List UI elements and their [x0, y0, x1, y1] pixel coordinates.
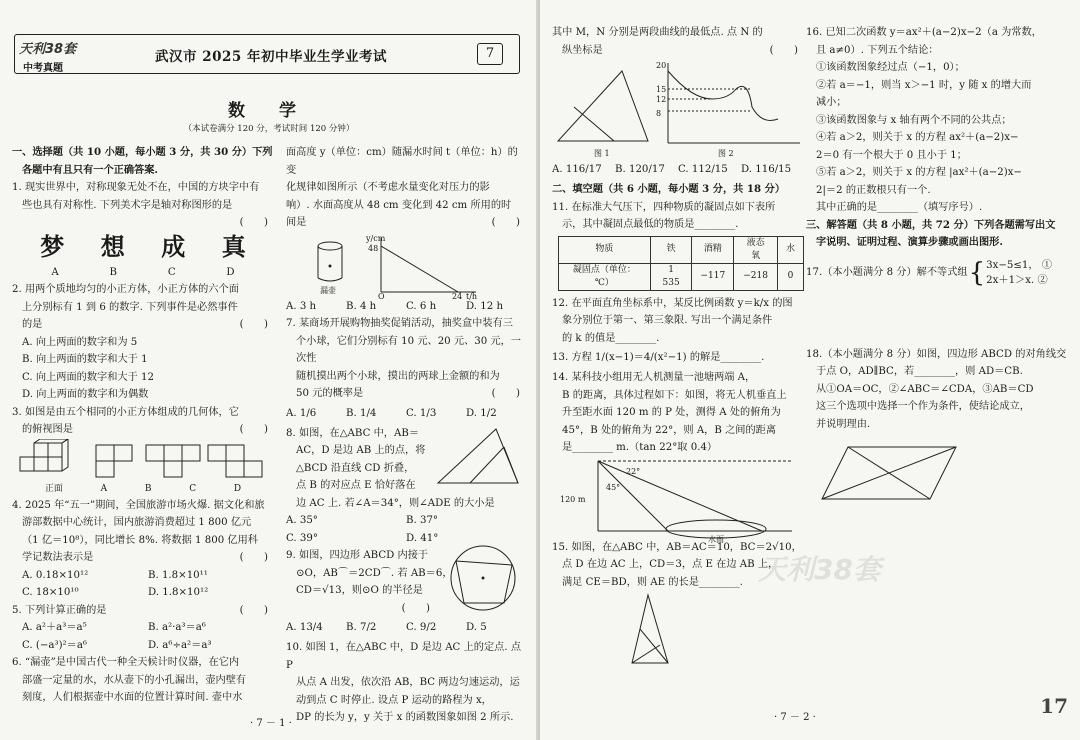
question-8: 8. 如图，在△ABC 中，AB＝	[286, 427, 420, 439]
question-10-cont4: 其中 M，N 分别是两段曲线的最低点. 点 N 的	[552, 27, 763, 38]
question-18: 18.（本小题满分 8 分）如图，四边形 ABCD 的对角线交	[806, 348, 1067, 360]
question-9-cont: ⊙O，AB⌒＝2CD⌒. 若 AB＝6，	[296, 567, 453, 579]
table-cell: −218	[734, 263, 778, 290]
watermark: 天利38套	[758, 553, 881, 586]
char-d: 真	[221, 232, 246, 261]
question-2-cont2: 的是	[22, 319, 43, 330]
option-c: C. 112/15	[678, 164, 728, 175]
statement-2-cont: 减小；	[816, 97, 847, 108]
q4-options-ab	[12, 567, 274, 585]
freezing-point-table	[558, 236, 804, 291]
option-d: D	[233, 483, 242, 494]
question-6-cont3: 面高度 y（单位：cm）随漏水时间 t（单位：h）的变	[286, 147, 518, 176]
question-4-cont3: 学记数法表示是	[22, 552, 94, 563]
page-title: 武汉市 2025 年初中毕业生学业考试	[155, 49, 387, 65]
drone-diagram	[552, 457, 804, 539]
table-cell: 1 535	[650, 263, 692, 290]
question-17	[806, 258, 1068, 288]
table-cell: −117	[692, 263, 734, 290]
table-header-row	[559, 236, 804, 263]
question-6: 6. “漏壶”是中国古代一种全天候计时仪器，在它内	[12, 657, 240, 668]
option-c: C. (−a³)²＝a⁶	[22, 639, 87, 651]
option-a: A. 3 h	[286, 300, 317, 312]
y-tick-15: 15	[656, 85, 667, 94]
question-11-cont: 示，其中凝固点最低的物质是________.	[562, 219, 739, 230]
inequality-1: 3x−5≤1，	[986, 259, 1039, 271]
answer-bracket: ( )	[239, 424, 268, 435]
question-6-cont6: 间是	[286, 217, 307, 228]
q3-figure	[12, 439, 274, 497]
figure-1-caption: 图 1	[594, 149, 610, 158]
answer-bracket: ( )	[401, 602, 430, 614]
question-16: 16. 已知二次函数 y＝ax²＋(a−2)x−2（a 为常数，	[806, 27, 1042, 38]
inequality-system	[986, 258, 1052, 288]
table-cell: 液态氧	[734, 236, 778, 263]
column-4	[806, 24, 1068, 516]
answer-bracket: ( )	[769, 44, 798, 56]
question-15: 15. 如图，在△ABC 中，AB＝AC＝10，BC＝2√10，	[552, 541, 802, 553]
inequality-1-number: ①	[1041, 259, 1053, 271]
y-tick-20: 20	[656, 61, 667, 70]
brand-logo: 天利38套	[19, 42, 77, 57]
option-a: A. a²＋a³＝a⁵	[22, 622, 87, 633]
question-14-cont2: 升至距水面 120 m 的 P 处，测得 A 处的俯角为	[562, 407, 781, 418]
q5-options-ab	[12, 619, 274, 637]
option-d: D. 41°	[406, 532, 439, 544]
section-2-title: 二、填空题（共 6 小题，每小题 3 分，共 18 分）	[552, 183, 786, 195]
question-10: 10. 如图 1，在△ABC 中，D 是边 AC 上的定点. 点 P	[286, 642, 522, 671]
question-4-cont2: （1 亿＝10⁸），同比增长 8%. 将数据 1 800 亿用科	[22, 534, 258, 546]
question-2-cont: 上分别标有 1 到 6 的数字. 下列事件是必然事件	[22, 301, 238, 313]
question-12-cont: 象分别位于第一、第三象限. 写出一个满足条件	[562, 315, 773, 326]
y-tick-8: 8	[656, 109, 662, 118]
subject-title: 数 学	[228, 101, 310, 121]
question-6-cont2: 刻度，人们根据壶中水面的位置计算时间. 壶中水	[22, 692, 243, 703]
question-8-cont4: 边 AC 上. 若∠A＝34°，则∠ADE 的大小是	[296, 497, 495, 509]
question-6-cont: 部盛一定量的水，水从壶下的小孔漏出，壶内壁有	[22, 674, 247, 686]
question-5: 5. 下列计算正确的是	[12, 604, 107, 616]
section-3-title: 三、解答题（共 8 小题，共 72 分）下列各题需写出文	[806, 218, 1056, 231]
q1-options	[12, 264, 274, 282]
column-2	[286, 144, 526, 727]
option-a: A. 向上两面的数字和为 5	[22, 336, 138, 348]
section-title-cont: 各题中有且只有一个正确答案.	[22, 163, 158, 176]
question-8-cont: AC，D 是边 AB 上的点，将	[296, 445, 426, 456]
angle-22-label: 22°	[626, 466, 641, 476]
q9-options	[286, 617, 526, 639]
option-b: B	[144, 483, 152, 494]
char-a: 梦	[40, 232, 65, 261]
option-d: D. 1/2	[466, 407, 497, 419]
question-17-text: 17.（本小题满分 8 分）解不等式组	[806, 266, 968, 278]
question-18-cont: 于点 O，AD∥BC，若________，则 AD＝CB.	[816, 366, 1023, 377]
question-11: 11. 在标准大气压下，四种物质的凝固点如下表所	[552, 201, 776, 213]
q8-options-ab	[286, 512, 526, 530]
option-a: A	[100, 483, 108, 494]
option-b: B. a²·a³＝a⁶	[148, 622, 206, 633]
figure-caption: 漏壶	[320, 285, 336, 295]
option-b: B. 120/17	[615, 164, 665, 175]
question-15-cont: 点 D 在边 AC 上，CD＝3，点 E 在边 AB 上，	[562, 559, 779, 570]
answer-bracket: ( )	[239, 217, 268, 228]
right-page	[540, 0, 1080, 740]
option-d: D. 12 h	[466, 300, 504, 312]
front-label: 正面	[44, 483, 63, 494]
section-title: 一、选择题（共 10 小题，每小题 3 分，共 30 分）下列	[12, 146, 273, 158]
question-15-cont2: 满足 CE＝BD，则 AE 的长是________.	[562, 576, 743, 588]
q15-triangle-diagram	[552, 591, 804, 667]
q14-figure	[552, 457, 804, 544]
question-7-cont: 个小球，它们分别标有 10 元、20 元、30 元，一次性	[296, 335, 522, 364]
question-9-cont2: CD＝√13，则⊙O 的半径是	[296, 585, 423, 596]
option-d: D. 5	[466, 622, 487, 633]
answer-bracket: ( )	[239, 319, 268, 330]
question-13: 13. 方程 1/(x−1)＝4/(x²−1) 的解是________.	[552, 352, 765, 363]
table-cell: 铁	[650, 236, 692, 263]
table-cell: 水	[777, 236, 803, 263]
q10-figures	[552, 59, 804, 159]
question-6-cont4: 化规律如图所示（不考虑水量变化对压力的影	[286, 182, 490, 193]
table-cell: 凝固点（单位：℃）	[559, 263, 651, 290]
badge: 中考真题	[23, 63, 63, 74]
char-c: 成	[161, 232, 186, 261]
table-cell: 酒精	[692, 236, 734, 263]
x-tick-24: 24	[452, 291, 463, 301]
option-c: C	[167, 266, 176, 278]
question-10-cont3: DP 的长为 y，y 关于 x 的函数图象如图 2 所示.	[296, 712, 514, 723]
statement-3: ③该函数图象与 x 轴有两个不同的公共点；	[816, 114, 1012, 126]
q10-options	[552, 159, 804, 181]
statement-2: ②若 a＝−1，则当 x＞−1 时，y 随 x 的增大而	[816, 79, 1032, 91]
q9-block	[286, 547, 526, 617]
question-18-cont2: 从①OA＝OC，②∠ABC＝∠CDA，③AB＝CD	[816, 383, 1034, 395]
option-a: A. 0.18×10¹²	[22, 569, 89, 581]
statement-1: ①该函数图象经过点（−1，0）；	[816, 62, 965, 73]
question-2: 2. 用两个质地均匀的小正方体，小正方体的六个面	[12, 284, 239, 295]
option-d: D. a⁶÷a²＝a³	[148, 639, 212, 651]
question-6-cont5: 响）. 水面高度从 48 cm 变化到 42 cm 所用的时	[286, 199, 512, 211]
q9-circle-diagram	[442, 543, 524, 613]
option-d: D. 1.8×10¹²	[148, 587, 209, 598]
answer-space	[806, 288, 1068, 346]
option-a: A. 13/4	[286, 622, 323, 633]
question-14-cont: B 的距离，具体过程如下：如图，将无人机垂直上	[562, 389, 787, 401]
answer-bracket: ( )	[239, 552, 268, 563]
question-9: 9. 如图，四边形 ABCD 内接于	[286, 550, 429, 561]
origin-label: O	[378, 291, 385, 301]
inequality-2: 2x＋1＞x.	[986, 274, 1035, 286]
question-10-cont: 从点 A 出发，依次沿 AB，BC 两边匀速运动，运	[296, 677, 520, 688]
option-c: C	[189, 483, 197, 494]
option-b: B. 1/4	[346, 407, 377, 419]
question-12-cont2: 的 k 的值是________.	[562, 332, 660, 344]
cube-views-diagram	[12, 439, 274, 483]
question-18-cont4: 并说明理由.	[816, 418, 871, 430]
q18-parallelogram-diagram	[806, 441, 1068, 509]
question-1: 1. 现实世界中，对称现象无处不在，中国的方块字中有	[12, 182, 260, 193]
answer-bracket: ( )	[239, 604, 268, 616]
table-cell: 物质	[559, 236, 651, 263]
question-7-cont2: 随机摸出两个小球，摸出的两球上金额的和为	[296, 370, 500, 382]
y-tick-48: 48	[368, 243, 379, 253]
option-d: D. 116/15	[741, 164, 792, 175]
question-14: 14. 某科技小组用无人机测量一池塘两端 A，	[552, 372, 756, 383]
question-8-cont2: △BCD 沿直线 CD 折叠，	[296, 462, 415, 474]
q10-diagram	[552, 59, 804, 159]
exam-note: （本试卷满分 120 分，考试时间 120 分钟）	[183, 124, 355, 134]
char-b: 想	[100, 232, 125, 261]
section-3-title-cont: 字说明、证明过程、演算步骤或画出图形.	[816, 236, 1003, 248]
footer-right: · 7 － 2 ·	[774, 712, 816, 723]
answer-bracket: ( )	[491, 388, 520, 399]
question-18-cont3: 这三个选项中选择一个作为条件，使结论成立，	[816, 401, 1030, 412]
brace-icon: {	[968, 257, 986, 288]
table-cell: 0	[777, 263, 803, 290]
angle-45-label: 45°	[606, 482, 621, 492]
statement-4: ④若 a＞2，则关于 x 的方程 ax²＋(a−2)x−	[816, 132, 1019, 143]
question-1-cont: 些也具有对称性. 下列美术字是轴对称图形的是	[22, 199, 233, 211]
q1-chars	[12, 232, 274, 264]
q8-triangle-diagram	[430, 425, 526, 487]
water-label: 水面	[708, 534, 724, 544]
question-3: 3. 如图是由五个相同的小正方体组成的几何体，它	[12, 406, 239, 418]
option-c: C. 向上两面的数字和大于 12	[22, 371, 154, 383]
question-16-cont: 且 a≠0）. 下列五个结论：	[816, 44, 939, 56]
q7-options	[286, 403, 526, 425]
option-b: B. 37°	[406, 515, 439, 526]
paper-number: 7	[477, 43, 503, 65]
question-10-cont2: 动到点 C 时停止. 设点 P 运动的路程为 x，	[296, 694, 492, 706]
option-c: C. 9/2	[406, 622, 437, 633]
option-c: C. 1/3	[406, 407, 437, 419]
q3-labels	[12, 483, 274, 495]
question-12: 12. 在平面直角坐标系中，某反比例函数 y＝k/x 的图	[552, 297, 793, 309]
question-10-cont5: 纵坐标是	[562, 44, 603, 56]
statement-4-cont: 2＝0 有一个根大于 0 且小于 1；	[816, 149, 967, 161]
question-7-cont3: 50 元的概率是	[296, 388, 364, 399]
statement-5: ⑤若 a＞2，则关于 x 的方程 |ax²＋(a−2)x−	[816, 167, 1022, 178]
q6-options	[286, 298, 526, 316]
option-b: B. 4 h	[346, 300, 377, 312]
x-axis-label: t/h	[466, 291, 478, 301]
question-14-cont3: 45°，B 处的俯角为 22°，则 A，B 之间的距离	[562, 424, 777, 436]
option-c: C. 18×10¹⁰	[22, 587, 79, 598]
option-b: B. 7/2	[346, 622, 377, 633]
option-b: B. 向上两面的数字和大于 1	[22, 354, 148, 365]
footer-left: · 7 － 1 ·	[250, 718, 292, 729]
y-tick-12: 12	[656, 95, 667, 104]
inequality-2-number: ②	[1037, 274, 1048, 286]
q5-options-cd	[12, 637, 274, 655]
question-4-cont: 游部数据中心统计，国内旅游消费超过 1 800 亿元	[22, 517, 252, 528]
exam-header	[14, 34, 520, 74]
option-a: A	[51, 266, 59, 278]
table-row	[559, 263, 804, 290]
option-c: C. 6 h	[406, 300, 437, 312]
q8-block	[286, 425, 526, 513]
question-7: 7. 某商场开展购物抽奖促销活动，抽奖盒中装有三	[286, 318, 513, 329]
column-1	[12, 144, 274, 707]
figure-2-caption: 图 2	[718, 149, 734, 158]
q6-figure	[286, 232, 526, 301]
question-16-ask: 其中正确的是________（填写序号）.	[816, 202, 983, 213]
option-a: A. 35°	[286, 515, 318, 526]
option-d: D	[226, 266, 235, 278]
option-b: B	[109, 266, 118, 278]
statement-5-cont: 2|＝2 的正数根只有一个.	[816, 184, 931, 196]
height-label: 120 m	[560, 494, 586, 504]
option-c: C. 39°	[286, 532, 318, 544]
answer-bracket: ( )	[491, 217, 520, 228]
option-b: B. 1.8×10¹¹	[148, 569, 208, 581]
question-8-cont3: 点 B 的对应点 E 恰好落在	[296, 480, 416, 491]
y-axis-label: y/cm	[366, 233, 386, 243]
page-number: 17	[1040, 694, 1068, 718]
option-a: A. 116/17	[552, 164, 602, 175]
left-page	[0, 0, 538, 740]
option-d: D. 向上两面的数字和为偶数	[22, 389, 149, 400]
q4-options-cd	[12, 584, 274, 602]
question-14-cont4: 是________ m.（tan 22°取 0.4）	[562, 442, 718, 453]
question-3-cont: 的俯视图是	[22, 424, 73, 435]
option-a: A. 1/6	[286, 407, 317, 419]
question-4: 4. 2025 年“五一”期间，全国旅游市场火爆. 据文化和旅	[12, 499, 265, 511]
